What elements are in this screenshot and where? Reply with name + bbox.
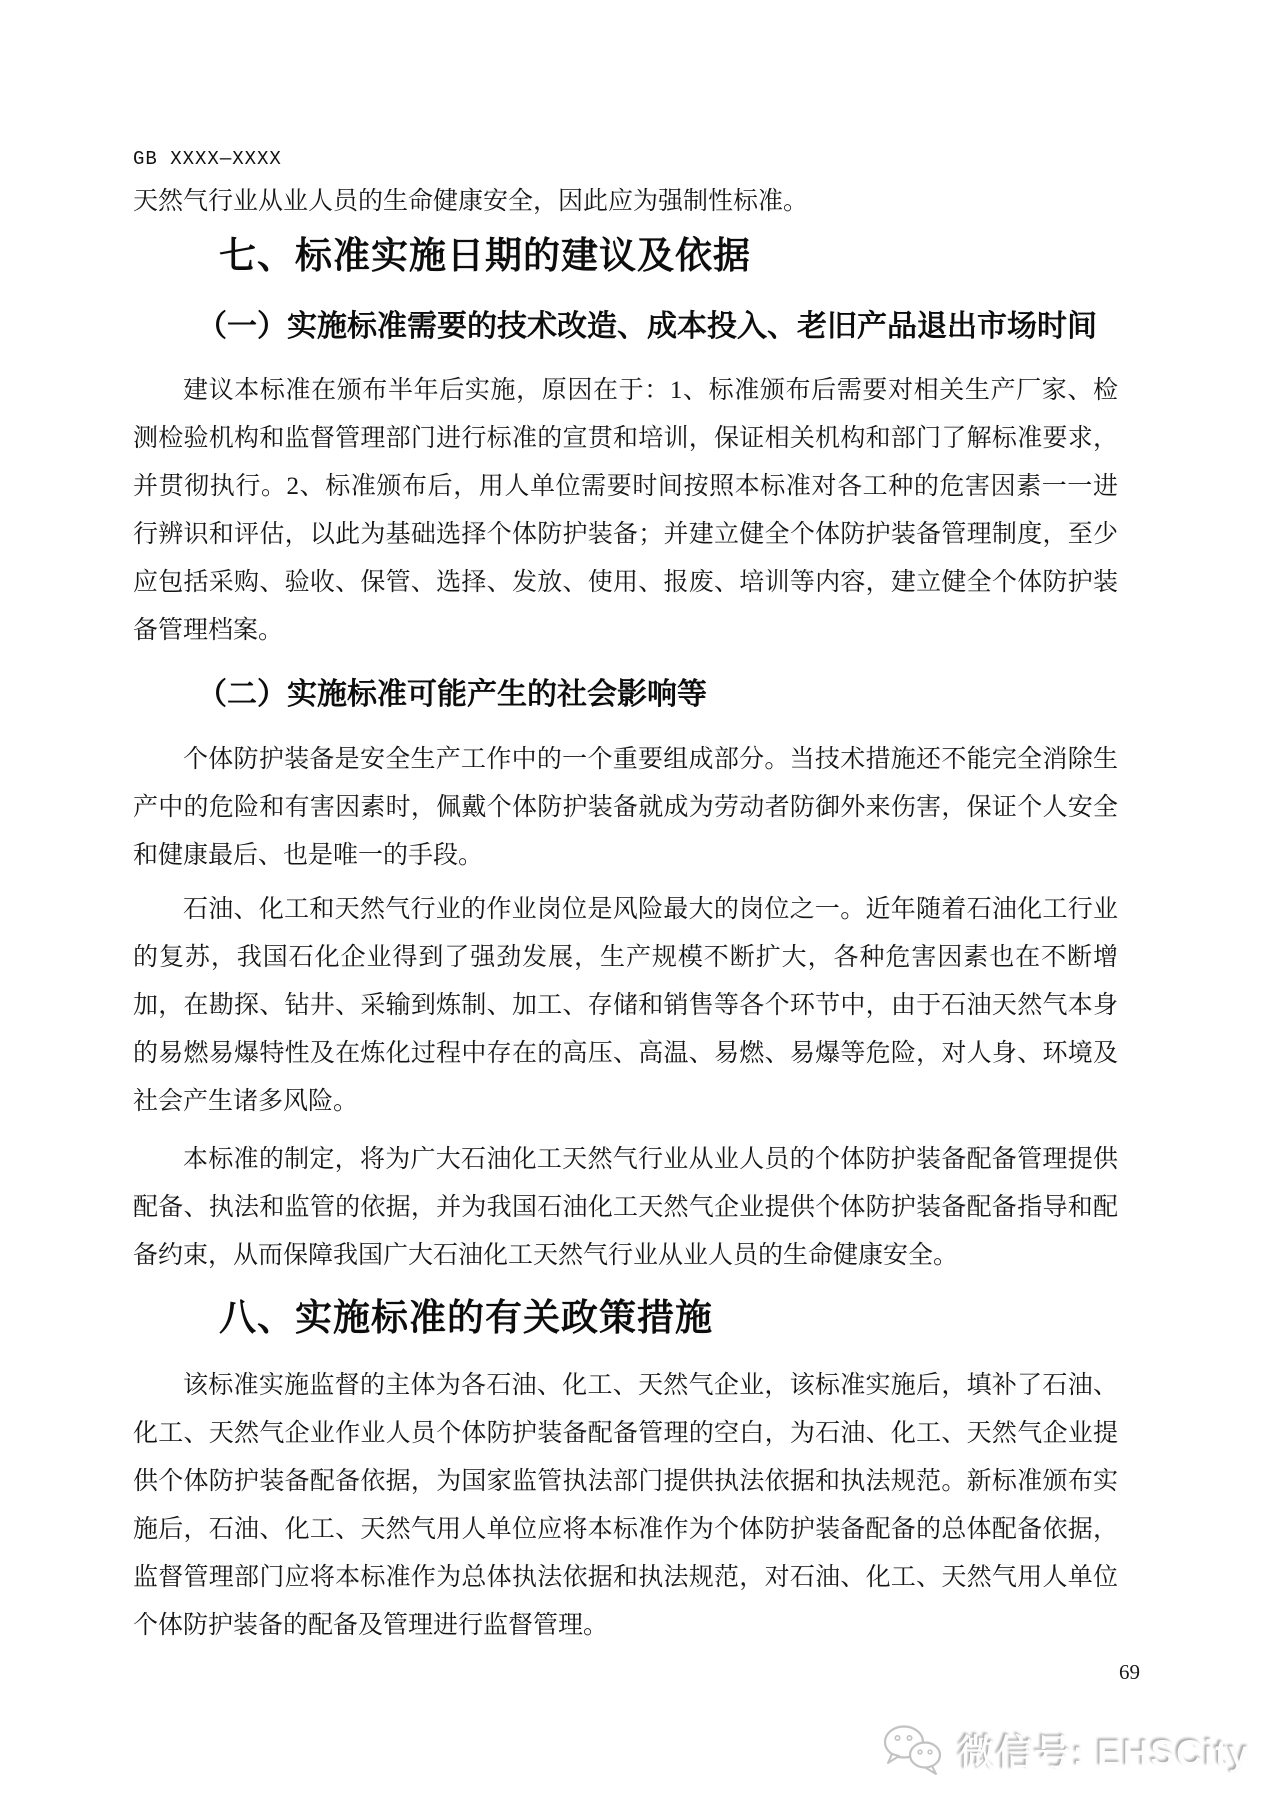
subsection-7-1-paragraph: 建议本标准在颁布半年后实施，原因在于：1、标准颁布后需要对相关生产厂家、检测检验机构和监督管理部门进行标准的宣贯和培训，保证相关机构和部门了解标准要求，并贯彻执行。2、标准颁布后，用人单位需要时间按照本标准对各工种的危害因素一一进行辨识和评估，以此为基础选择个体防护装备；并建立健全个体防护装备管理制度，至少应包括采购、验收、保管、选择、发放、使用、报废、培训等内容，建立健全个体防护装备管理档案。 [133, 377, 1118, 644]
wechat-icon [880, 1722, 946, 1778]
standard-number-header: GB XXXX—XXXX [133, 148, 282, 170]
section-8-paragraph: 该标准实施监督的主体为各石油、化工、天然气企业，该标准实施后，填补了石油、化工、天然气企业作业人员个体防护装备配备管理的空白，为石油、化工、天然气企业提供个体防护装备配备依据，为国家监管执法部门提供执法依据和执法规范。新标准颁布实施后，石油、化工、天然气用人单位应将本标准作为个体防护装备配备的总体配备依据，监督管理部门应将本标准作为总体执法依据和执法规范，对石油、化工、天然气用人单位个体防护装备的配备及管理进行监督管理。 [133, 1372, 1118, 1639]
watermark-text: 微信号: EHSCity [958, 1733, 1250, 1774]
subsection-7-2-paragraph-2: 石油、化工和天然气行业的作业岗位是风险最大的岗位之一。近年随着石油化工行业的复苏，我国石化企业得到了强劲发展，生产规模不断扩大，各种危害因素也在不断增加，在勘探、钻井、采输到炼制、加工、存储和销售等各个环节中，由于石油天然气本身的易燃易爆特性及在炼化过程中存在的高压、高温、易燃、易爆等危险，对人身、环境及社会产生诸多风险。 [133, 896, 1118, 1115]
watermark [880, 1722, 1250, 1778]
subsection-7-2-paragraph-3: 本标准的制定，将为广大石油化工天然气行业从业人员的个体防护装备配备管理提供配备、执法和监管的依据，并为我国石油化工天然气企业提供个体防护装备配备指导和配备约束，从而保障我国广大石油化工天然气行业从业人员的生命健康安全。 [133, 1146, 1118, 1269]
subsection-7-2-paragraph-1: 个体防护装备是安全生产工作中的一个重要组成部分。当技术措施还不能完全消除生产中的危险和有害因素时，佩戴个体防护装备就成为劳动者防御外来伤害，保证个人安全和健康最后、也是唯一的手段。 [133, 746, 1118, 869]
subsection-7-2-heading: （二）实施标准可能产生的社会影响等 [197, 678, 707, 711]
section-7-heading: 七、标准实施日期的建议及依据 [219, 235, 751, 276]
subsection-7-1-heading: （一）实施标准需要的技术改造、成本投入、老旧产品退出市场时间 [197, 310, 1097, 343]
page-number: 69 [1119, 1660, 1140, 1684]
continuation-paragraph: 天然气行业从业人员的生命健康安全，因此应为强制性标准。 [133, 188, 809, 215]
section-8-heading: 八、实施标准的有关政策措施 [219, 1297, 713, 1338]
